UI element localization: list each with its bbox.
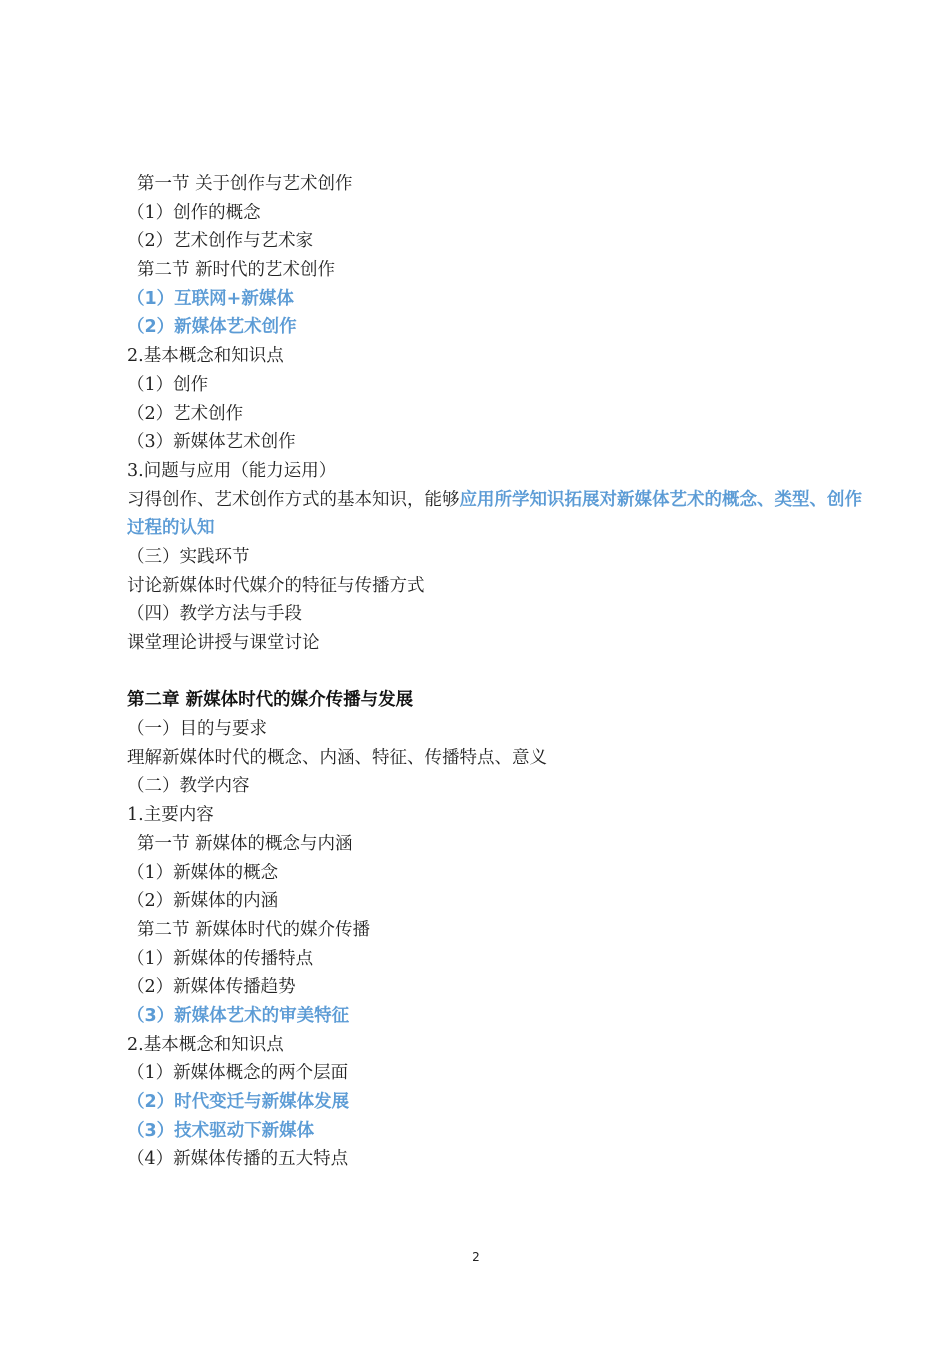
list-item: （四）教学方法与手段 (127, 604, 302, 625)
highlighted-list-item: （3）新媒体艺术的审美特征 (127, 1005, 350, 1026)
highlighted-list-item: （2）时代变迁与新媒体发展 (127, 1092, 350, 1113)
list-item: （3）新媒体艺术创作 (127, 432, 296, 453)
spacer (127, 658, 867, 687)
section-title: 第一节 关于创作与艺术创作 (137, 174, 353, 194)
list-item: （2）新媒体的内涵 (127, 891, 279, 912)
paragraph-text: 习得创作、艺术创作方式的基本知识，能够 (127, 489, 460, 510)
highlighted-list-item: （1）互联网+新媒体 (127, 288, 294, 309)
list-item: （1）新媒体的概念 (127, 862, 279, 883)
list-item: （4）新媒体传播的五大特点 (127, 1149, 349, 1170)
list-item: （2）新媒体传播趋势 (127, 977, 296, 998)
list-item: （1）新媒体的传播特点 (127, 948, 314, 969)
body-text: 课堂理论讲授与课堂讨论 (127, 633, 320, 654)
subsection-title: 2.基本概念和知识点 (127, 346, 284, 367)
list-item: （2）艺术创作 (127, 403, 244, 424)
page-number: 2 (472, 1250, 480, 1264)
section-title: 第二节 新媒体时代的媒介传播 (137, 919, 371, 940)
list-item: （二）教学内容 (127, 776, 250, 797)
section-title: 第一节 新媒体的概念与内涵 (137, 833, 353, 854)
list-item: （1）创作 (127, 374, 209, 395)
list-item: （三）实践环节 (127, 546, 250, 567)
list-item: （1）创作的概念 (127, 202, 261, 223)
page-content (127, 170, 867, 1174)
highlighted-list-item: （3）技术驱动下新媒体 (127, 1120, 315, 1141)
highlighted-list-item: （2）新媒体艺术创作 (127, 317, 297, 338)
body-paragraph (127, 486, 867, 543)
subsection-title: 1.主要内容 (127, 805, 214, 826)
subsection-title: 2.基本概念和知识点 (127, 1034, 284, 1055)
list-item: （1）新媒体概念的两个层面 (127, 1063, 349, 1084)
body-text: 理解新媒体时代的概念、内涵、特征、传播特点、意义 (127, 747, 547, 768)
subsection-title: 3.问题与应用（能力运用） (127, 460, 337, 481)
list-item: （2）艺术创作与艺术家 (127, 231, 314, 252)
paragraph-highlight: 应用所学知识拓展对新媒体艺术的概念、类型、创作过程的认知 (127, 489, 862, 539)
section-title: 第二节 新时代的艺术创作 (137, 260, 336, 281)
chapter-heading: 第二章 新媒体时代的媒介传播与发展 (127, 690, 414, 711)
list-item: （一）目的与要求 (127, 719, 267, 740)
body-text: 讨论新媒体时代媒介的特征与传播方式 (127, 575, 425, 596)
